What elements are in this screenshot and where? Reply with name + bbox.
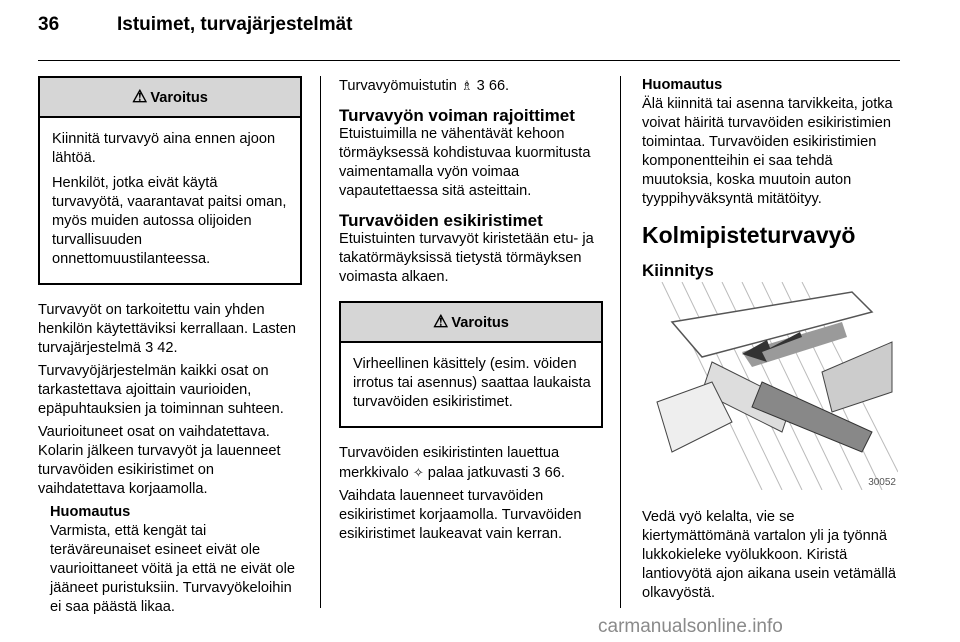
warning-text-1: Kiinnitä turvavyö aina ennen ajoon lähtöä. <box>52 131 276 166</box>
page-ref[interactable]: 3 66. <box>476 78 510 94</box>
watermark: carmanualsonline.info <box>598 616 783 637</box>
page-ref[interactable]: 3 42. <box>145 340 178 356</box>
paragraph: Turvavöiden esikiristinten lauettua merkkivalo ✧ palaa jatkuvasti 3 66. <box>339 445 565 481</box>
warning-text-2: Henkilöt, jotka eivät käytä turvavyötä, vaarantavat paitsi oman, myös muiden autossa olijoiden turvallisuuden onnettomuustilanteessa. <box>52 175 287 267</box>
warning-box-1 <box>38 76 302 285</box>
warning-title: Varoitus <box>150 90 208 106</box>
warning-title: Varoitus <box>451 315 509 331</box>
warning-triangle-icon: ⚠ <box>433 312 449 331</box>
warning-header <box>341 303 601 343</box>
note-block <box>642 76 900 209</box>
header-rule <box>38 60 900 61</box>
pretensioner-light-icon: ✧ <box>412 465 424 480</box>
section-heading: Turvavyön voiman rajoittimet <box>339 106 575 125</box>
main-heading: Kolmipisteturvavyö <box>642 222 856 248</box>
paragraph: Turvavyömuistutin ♗ 3 66. <box>339 78 510 94</box>
warning-header <box>40 78 300 118</box>
paragraph: Etuistuimilla ne vähentävät kehoon törmäyksessä kohdistuvaa kuormitusta vaimentamalla vyön voimaa vapautettaessa sitä asteittain. <box>339 126 591 199</box>
page-title: Istuimet, turvajärjestelmät <box>117 14 353 35</box>
warning-body <box>40 118 300 283</box>
note-text: Älä kiinnitä tai asenna tarvikkeita, jotka voivat häiritä turvavöiden esikiristimien toimintaa. Turvavöiden esikiristimien komponentteihin ei saa tehdä muutoksia, koska muutoin auton tyyppihyväksyntä mitätöityy. <box>642 96 893 207</box>
figure-code: 30052 <box>868 477 896 488</box>
page-ref[interactable]: palaa jatkuvasti 3 66. <box>427 465 565 481</box>
seatbelt-illustration <box>642 282 898 490</box>
warning-body <box>341 343 601 426</box>
paragraph: Turvavyöt on tarkoitettu vain yhden henkilön käytettäviksi kerrallaan. Lasten turvajärjestelmä 3 42. <box>38 302 296 356</box>
warning-triangle-icon: ⚠ <box>132 87 148 106</box>
paragraph: Vaurioituneet osat on vaihdatettava. Kolarin jälkeen turvavyöt ja lauenneet turvavöiden esikiristimet on vaihdatettava korjaamolla. <box>38 424 281 497</box>
column-1 <box>38 76 302 617</box>
paragraph: Turvavyöjärjestelmän kaikki osat on tarkastettava ajoittain vaurioiden, epäpuhtauksien ja toiminnan suhteen. <box>38 363 284 417</box>
seatbelt-figure <box>642 282 898 490</box>
warning-text: Virheellinen käsittely (esim. vöiden irrotus tai asennus) saattaa laukaista turvavöiden esikiristimet. <box>353 356 591 410</box>
note-title: Huomautus <box>50 504 131 520</box>
paragraph: Vedä vyö kelalta, vie se kiertymättömänä vartalon yli ja työnnä lukkokieleke vyölukkoon. Kiristä lantiovyötä ajon aikana usein vetämällä olkavyöstä. <box>642 509 896 601</box>
column-divider-2 <box>620 76 621 608</box>
column-divider-1 <box>320 76 321 608</box>
note-title: Huomautus <box>642 77 723 93</box>
page-number: 36 <box>38 14 60 35</box>
column-3 <box>642 76 900 281</box>
seatbelt-reminder-icon: ♗ <box>460 78 473 93</box>
sub-heading: Kiinnitys <box>642 261 714 280</box>
note-block <box>38 503 302 617</box>
column-2 <box>339 76 603 548</box>
note-text: Varmista, että kengät tai teräväreunaiset esineet eivät ole vaurioittaneet vöitä ja että ne eivät ole jääneet puristuksiin. Turvavyökeloihin ei saa päästä likaa. <box>50 523 296 615</box>
paragraph: Vaihdata lauenneet turvavöiden esikiristimet korjaamolla. Turvavöiden esikiristimet laukeavat vain kerran. <box>339 488 582 542</box>
section-heading: Turvavöiden esikiristimet <box>339 211 543 230</box>
warning-box-2 <box>339 301 603 428</box>
paragraph: Etuistuinten turvavyöt kiristetään etu- ja takatörmäyksissä tietystä törmäyksen voimasta alkaen. <box>339 231 594 285</box>
